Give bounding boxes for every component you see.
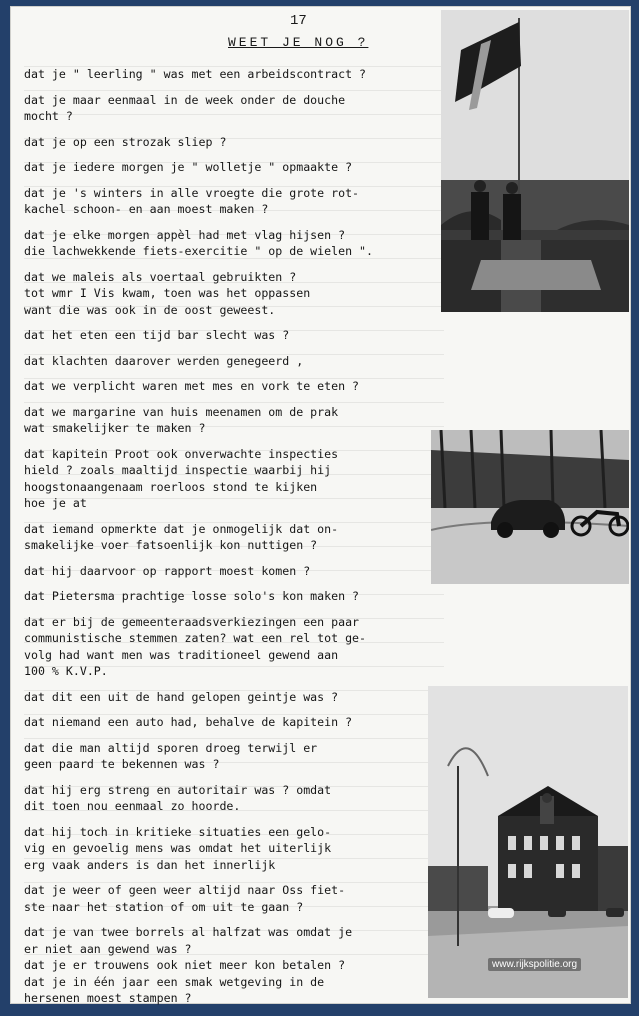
list-item: dat niemand een auto had, behalve de kapitein ? [24, 715, 353, 729]
list-item: dat het eten een tijd bar slecht was ? [24, 328, 290, 342]
page-number: 17 [290, 13, 307, 29]
list-item: dat we verplicht waren met mes en vork te eten ? [24, 379, 360, 393]
photo-car-and-motorcycle [431, 430, 629, 584]
page-heading [228, 35, 368, 50]
list-item: dat je " leerling " was met een arbeidscontract ? [24, 67, 367, 81]
list-item: dat je elke morgen appèl had met vlag hijsen ? die lachwekkende fiets-exercitie " op de wielen ". [24, 227, 374, 258]
list-item: dat we margarine van huis meenamen om de prak wat smakelijker te maken ? [24, 404, 339, 435]
list-item: dat kapitein Proot ook onverwachte inspecties hield ? zoals maaltijd inspectie waarbij hij hoogstonaangenaam roerloos stond te kijken hoe je at [24, 446, 339, 510]
page-heading-text: WEET JE NOG ? [228, 35, 369, 50]
list-item: dat je op een strozak sliep ? [24, 134, 227, 149]
photo-town-hall [428, 686, 628, 998]
list-item: dat klachten daarover werden genegeerd , [24, 353, 304, 368]
list-item: dat Pietersma prachtige losse solo's kon maken ? [24, 589, 360, 603]
list-item: dat die man altijd sporen droeg terwijl er geen paard te bekennen was ? [24, 740, 318, 771]
list-item: dat je maar eenmaal in de week onder de douche mocht ? [24, 92, 346, 123]
recollection-list [24, 66, 422, 1016]
list-item: dat je van twee borrels al halfzat was omdat je er niet aan gewend was ? dat je er trouwens ook niet meer kon betalen ? dat je in één jaar een smak wetgeving in de hersenen moest stampen ? [24, 925, 353, 1005]
list-item: dat we maleis als voertaal gebruikten ? tot wmr I Vis kwam, toen was het oppassen want die was ook in de oost geweest. [24, 269, 311, 317]
document-page [10, 6, 631, 1004]
list-item: dat dit een uit de hand gelopen geintje was ? [24, 689, 339, 704]
photo-flag-ceremony [441, 10, 629, 312]
list-item: dat je weer of geen weer altijd naar Oss fiet- ste naar het station of om uit te gaan ? [24, 883, 346, 914]
list-item: dat je 's winters in alle vroegte die grote rot- kachel schoon- en aan moest maken ? [24, 185, 360, 216]
list-item: dat hij toch in kritieke situaties een gelo- vig en gevoelig mens was omdat het uiterlijk erg vaak anders is dan het innerlijk [24, 824, 332, 872]
list-item: dat je iedere morgen je " wolletje " opmaakte ? [24, 160, 353, 174]
list-item: dat iemand opmerkte dat je onmogelijk dat on- smakelijke voer fatsoenlijk kon nuttigen ? [24, 521, 339, 552]
list-item: dat hij daarvoor op rapport moest komen ? [24, 563, 311, 578]
list-item: dat hij erg streng en autoritair was ? omdat dit toen nou eenmaal zo hoorde. [24, 782, 332, 813]
watermark-label: www.rijkspolitie.org [488, 958, 581, 971]
list-item: dat er bij de gemeenteraadsverkiezingen een paar communistische stemmen zaten? wat een rel tot ge- volg had want men was traditioneel gewend aan 100 % K.V.P. [24, 614, 367, 678]
